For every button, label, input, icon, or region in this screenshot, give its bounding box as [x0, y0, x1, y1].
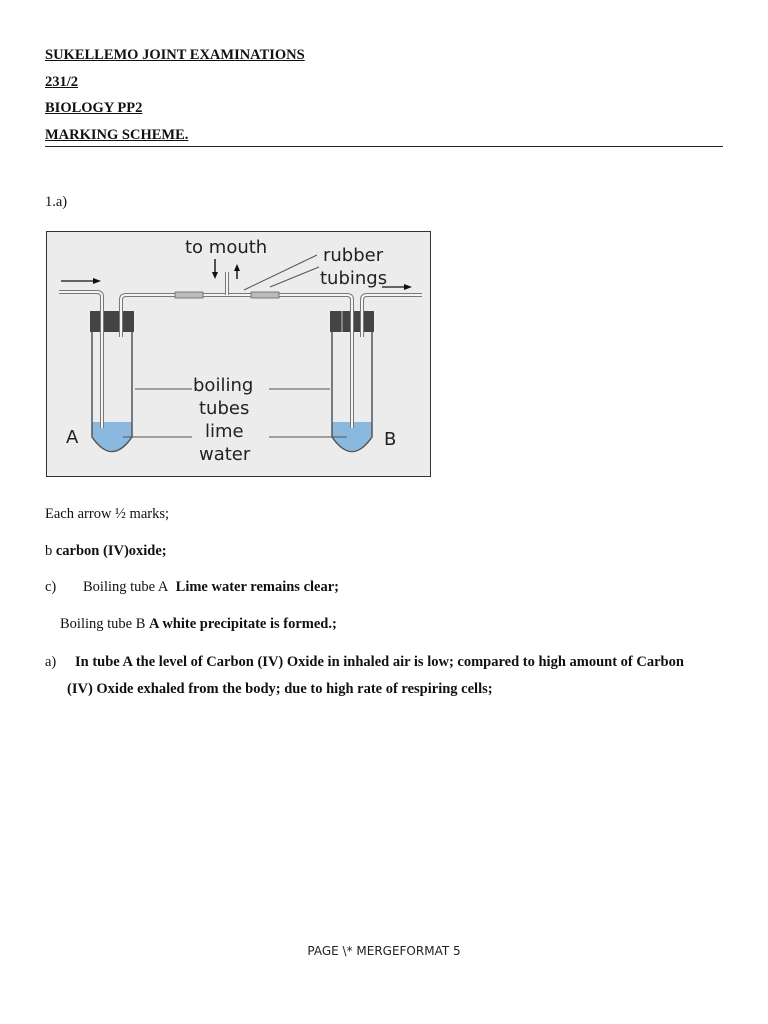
- label-to-mouth: to mouth: [185, 237, 268, 258]
- page-footer: PAGE \* MERGEFORMAT 5: [307, 944, 461, 958]
- label-tubes: tubes: [199, 398, 250, 419]
- header-rule: [45, 146, 723, 147]
- label-water: water: [199, 444, 251, 465]
- answer-b: [45, 543, 167, 560]
- answer-c-tube-b: [60, 616, 337, 633]
- arrow-marks-note: Each arrow ½ marks;: [45, 506, 170, 522]
- document-type: MARKING SCHEME.: [45, 127, 189, 143]
- rubber-joint-left: [175, 292, 203, 298]
- rubber-joint-right: [251, 292, 279, 298]
- answer-b-prefix: b: [45, 543, 53, 559]
- tube-b-label: Boiling tube B: [60, 616, 146, 632]
- subject: BIOLOGY PP2: [45, 100, 143, 116]
- answer-d-prefix: a): [45, 654, 57, 670]
- answer-d-line2: (IV) Oxide exhaled from the body; due to high rate of respiring cells;: [67, 681, 493, 697]
- label-boiling: boiling: [193, 375, 254, 396]
- tube-b-answer: A white precipitate is formed.;: [149, 616, 337, 632]
- label-rubber: rubber: [323, 245, 384, 266]
- tube-a-label: Boiling tube A: [83, 579, 169, 595]
- label-tubings: tubings: [320, 268, 388, 289]
- apparatus-diagram: [46, 231, 431, 477]
- answer-c-prefix: c): [45, 579, 57, 595]
- label-lime: lime: [205, 421, 244, 442]
- exam-title: SUKELLEMO JOINT EXAMINATIONS: [45, 47, 305, 63]
- stopper-a: [90, 311, 134, 332]
- answer-c-tube-a: [83, 579, 339, 596]
- answer-b-text: carbon (IV)oxide;: [55, 543, 167, 559]
- label-tube-b: B: [384, 429, 397, 450]
- question-label: 1.a): [45, 194, 68, 210]
- tube-a-answer: Lime water remains clear;: [175, 579, 339, 595]
- answer-d-line1: In tube A the level of Carbon (IV) Oxide in inhaled air is low; compared to high amount of Carbon: [75, 654, 684, 670]
- paper-code: 231/2: [45, 74, 79, 90]
- label-tube-a: A: [66, 427, 79, 448]
